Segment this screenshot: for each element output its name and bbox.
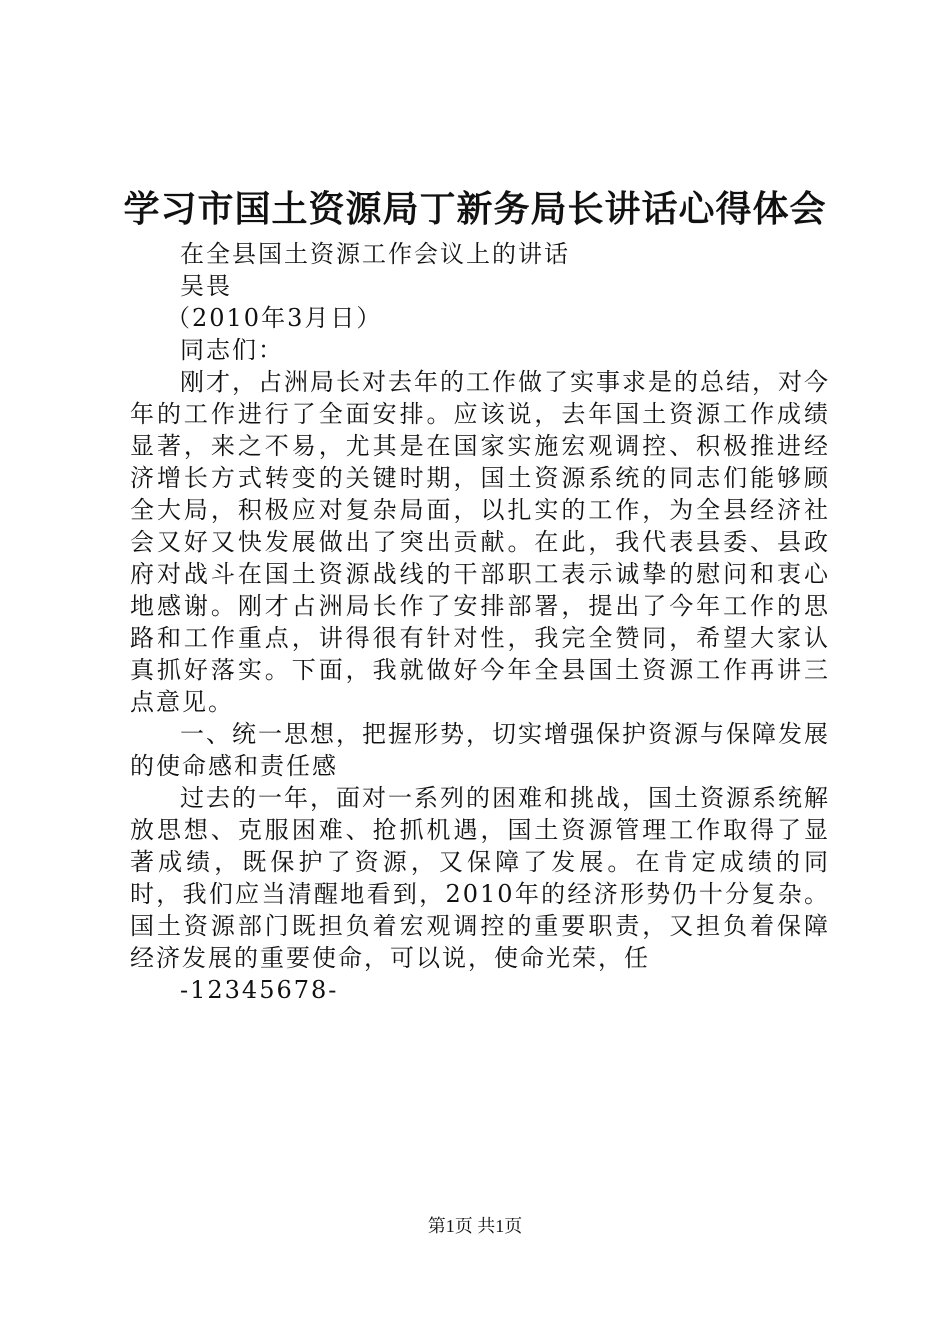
paragraph-intro: 刚才，占洲局长对去年的工作做了实事求是的总结，对今年的工作进行了全面安排。应该说，去年国土资源工作成绩显著，来之不易，尤其是在国家实施宏观调控、积极推进经济增长方式转变的关键时期，国土资源系统的同志们能够顾全大局，积极应对复杂局面，以扎实的工作，为全县经济社会又好又快发展做出了突出贡献。在此，我代表县委、县政府对战斗在国土资源战线的干部职工表示诚挚的慰问和衷心地感谢。刚才占洲局长作了安排部署，提出了今年工作的思路和工作重点，讲得很有针对性，我完全赞同，希望大家认真抓好落实。下面，我就做好今年全县国土资源工作再讲三点意见。 <box>130 368 830 716</box>
speaker-name: 吴畏 <box>180 272 232 300</box>
document-title: 学习市国土资源局丁新务局长讲话心得体会 <box>123 188 827 230</box>
page-footer: 第1页 共1页 <box>427 1216 523 1236</box>
salutation: 同志们： <box>180 336 284 364</box>
section-heading-one: 一、统一思想，把握形势，切实增强保护资源与保障发展的使命感和责任感 <box>130 720 830 780</box>
document-body <box>130 238 830 1006</box>
speech-subtitle: 在全县国土资源工作会议上的讲话 <box>180 240 570 268</box>
speech-date: （2010年3月日） <box>166 304 383 332</box>
paragraph-section-one: 过去的一年，面对一系列的困难和挑战，国土资源系统解放思想、克服困难、抢抓机遇，国土资源管理工作取得了显著成绩，既保护了资源，又保障了发展。在肯定成绩的同时，我们应当清醒地看到，2010年的经济形势仍十分复杂。国土资源部门既担负着宏观调控的重要职责，又担负着保障经济发展的重要使命，可以说，使命光荣，任 <box>130 784 830 972</box>
page-marker: -12345678- <box>180 976 339 1004</box>
